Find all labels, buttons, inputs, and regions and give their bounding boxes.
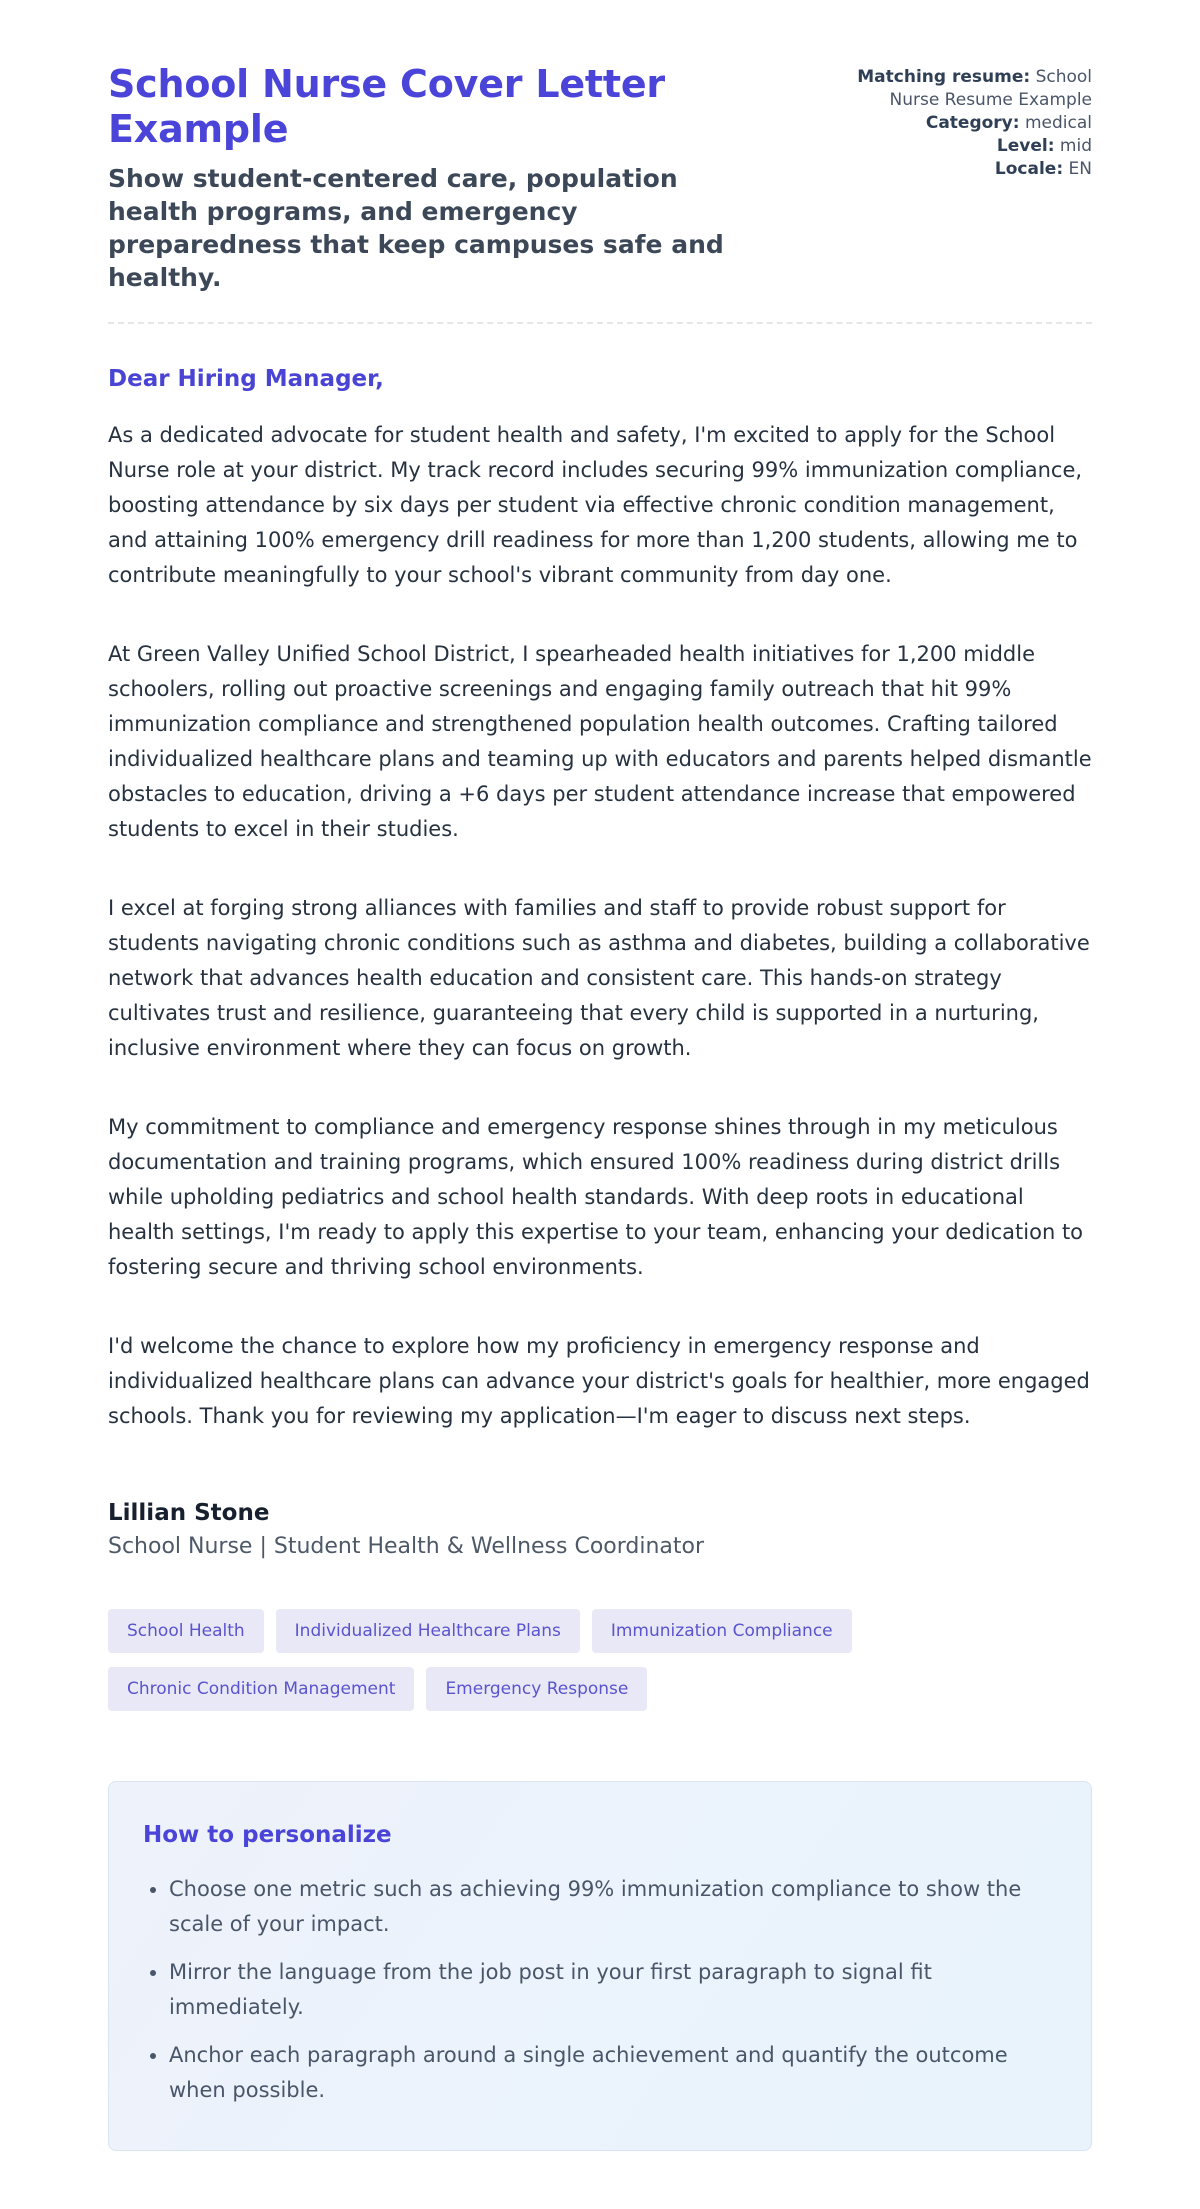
header-title-block	[108, 62, 753, 294]
signature-block	[108, 1500, 1092, 1559]
letter-paragraph: At Green Valley Unified School District, I spearheaded health initiatives for 1,200 middle schoolers, rolling out proactive screenings and engaging family outreach that hit 99% immunization compliance and strengthened population health outcomes. Crafting tailored individualized healthcare plans and teaming up with educators and parents helped dismantle obstacles to education, driving a +6 days per student attendance increase that empowered students to excel in their studies.	[108, 641, 1092, 841]
letter-greeting: Dear Hiring Manager,	[108, 365, 384, 392]
personalize-tip: • Mirror the language from the job post in your first paragraph to signal fit immediately.	[169, 1955, 1057, 2025]
meta-locale-value: EN	[1068, 159, 1092, 179]
personalize-tip: • Anchor each paragraph around a single achievement and quantify the outcome when possible.	[169, 2038, 1057, 2108]
how-to-personalize-heading: How to personalize	[143, 1821, 392, 1848]
meta-matching-resume-value: School Nurse Resume Example	[889, 67, 1092, 110]
meta-level-label: Level:	[996, 136, 1055, 156]
meta-category-value: medical	[1024, 113, 1092, 133]
skill-tag[interactable]: School Health	[108, 1609, 264, 1653]
resume-meta-block	[852, 62, 1092, 181]
page-title: School Nurse Cover Letter Example	[108, 62, 665, 151]
meta-matching-resume	[852, 66, 1092, 112]
letter-paragraph: I'd welcome the chance to explore how my proficiency in emergency response and individualized healthcare plans can advance your district's goals for healthier, more engaged schools. Thank you for reviewing my application—I'm eager to discuss next steps.	[108, 1333, 1090, 1428]
signature-name: Lillian Stone	[108, 1499, 270, 1526]
cover-letter-page	[108, 0, 1092, 2151]
personalize-tip: • Choose one metric such as achieving 99% immunization compliance to show the scale of your impact.	[169, 1872, 1057, 1942]
meta-category-label: Category:	[925, 113, 1020, 133]
letter-paragraph: My commitment to compliance and emergency response shines through in my meticulous documentation and training programs, which ensured 100% readiness during district drills while upholding pediatrics and school health standards. With deep roots in educational health settings, I'm ready to apply this expertise to your team, enhancing your dedication to fostering secure and thriving school environments.	[108, 1114, 1084, 1279]
cover-letter-body	[108, 366, 1092, 1559]
skill-tag[interactable]: Individualized Healthcare Plans	[276, 1609, 580, 1653]
meta-category	[852, 112, 1092, 135]
meta-locale-label: Locale:	[994, 159, 1064, 179]
header-divider	[108, 322, 1092, 324]
letter-paragraph: I excel at forging strong alliances with families and staff to provide robust support for students navigating chronic conditions such as asthma and diabetes, building a collaborative network that advances health education and consistent care. This hands-on strategy cultivates trust and resilience, guaranteeing that every child is supported in a nurturing, inclusive environment where they can focus on growth.	[108, 895, 1090, 1060]
skill-tag[interactable]: Immunization Compliance	[592, 1609, 852, 1653]
skill-tags	[108, 1609, 1008, 1711]
meta-matching-resume-label: Matching resume:	[857, 67, 1031, 87]
meta-locale	[852, 158, 1092, 181]
skill-tag[interactable]: Emergency Response	[426, 1667, 647, 1711]
personalize-tips-list	[143, 1872, 1057, 2108]
page-header	[108, 62, 1092, 294]
page-subtitle: Show student-centered care, population health programs, and emergency preparedness that keep campuses safe and healthy.	[108, 163, 724, 292]
how-to-personalize-box	[108, 1781, 1092, 2151]
letter-paragraph: As a dedicated advocate for student health and safety, I'm excited to apply for the School Nurse role at your district. My track record includes securing 99% immunization compliance, boosting attendance by six days per student via effective chronic condition management, and attaining 100% emergency drill readiness for more than 1,200 students, allowing me to contribute meaningfully to your school's vibrant community from day one.	[108, 422, 1083, 587]
meta-level-value: mid	[1059, 136, 1092, 156]
signature-role: School Nurse | Student Health & Wellness Coordinator	[108, 1533, 705, 1559]
meta-level	[852, 135, 1092, 158]
skill-tag[interactable]: Chronic Condition Management	[108, 1667, 414, 1711]
